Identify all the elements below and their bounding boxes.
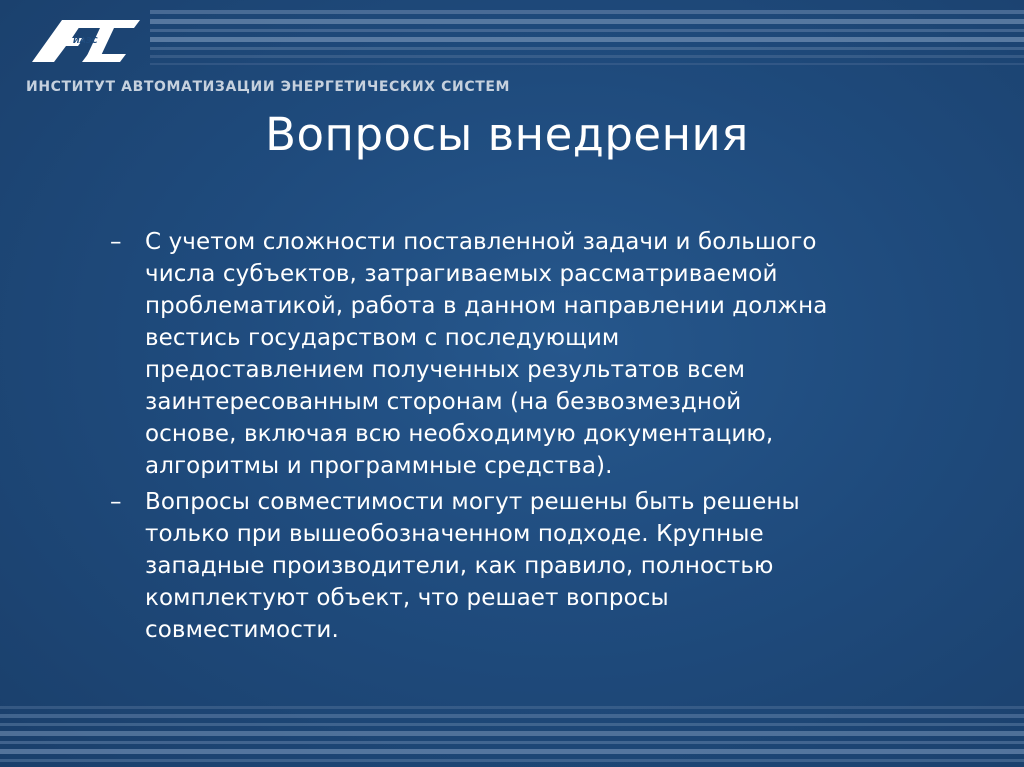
bullet-line: Вопросы совместимости могут решены быть решены <box>145 489 800 515</box>
bullet-dash: – <box>110 229 122 255</box>
top-decorative-stripes <box>0 0 1024 70</box>
bullet-line: числа субъектов, затрагиваемых рассматриваемой <box>145 261 778 287</box>
institute-logo-icon <box>22 10 148 70</box>
bullet-item <box>110 226 970 482</box>
bullet-item <box>110 486 970 646</box>
bullet-line: совместимости. <box>145 617 339 643</box>
bullet-list <box>110 226 970 650</box>
bullet-line: вестись государством с последующим <box>145 325 620 351</box>
bullet-text <box>145 226 970 482</box>
slide-title: Вопросы внедрения <box>265 108 749 161</box>
bullet-line: основе, включая всю необходимую документацию, <box>145 421 774 447</box>
svg-text:ИАЭС: ИАЭС <box>73 36 98 45</box>
bullet-line: С учетом сложности поставленной задачи и большого <box>145 229 817 255</box>
bullet-line: проблематикой, работа в данном направлении должна <box>145 293 828 319</box>
bullet-text <box>145 486 970 646</box>
bullet-line: западные производители, как правило, полностью <box>145 553 774 579</box>
bottom-decorative-stripes <box>0 700 1024 767</box>
bullet-line: алгоритмы и программные средства). <box>145 453 613 479</box>
institute-name: ИНСТИТУТ АВТОМАТИЗАЦИИ ЭНЕРГЕТИЧЕСКИХ СИСТЕМ <box>26 79 511 95</box>
bullet-line: предоставлением полученных результатов всем <box>145 357 746 383</box>
bullet-dash: – <box>110 489 122 515</box>
bullet-line: комплектуют объект, что решает вопросы <box>145 585 669 611</box>
bullet-line: только при вышеобозначенном подходе. Крупные <box>145 521 764 547</box>
bullet-line: заинтересованным сторонам (на безвозмездной <box>145 389 742 415</box>
